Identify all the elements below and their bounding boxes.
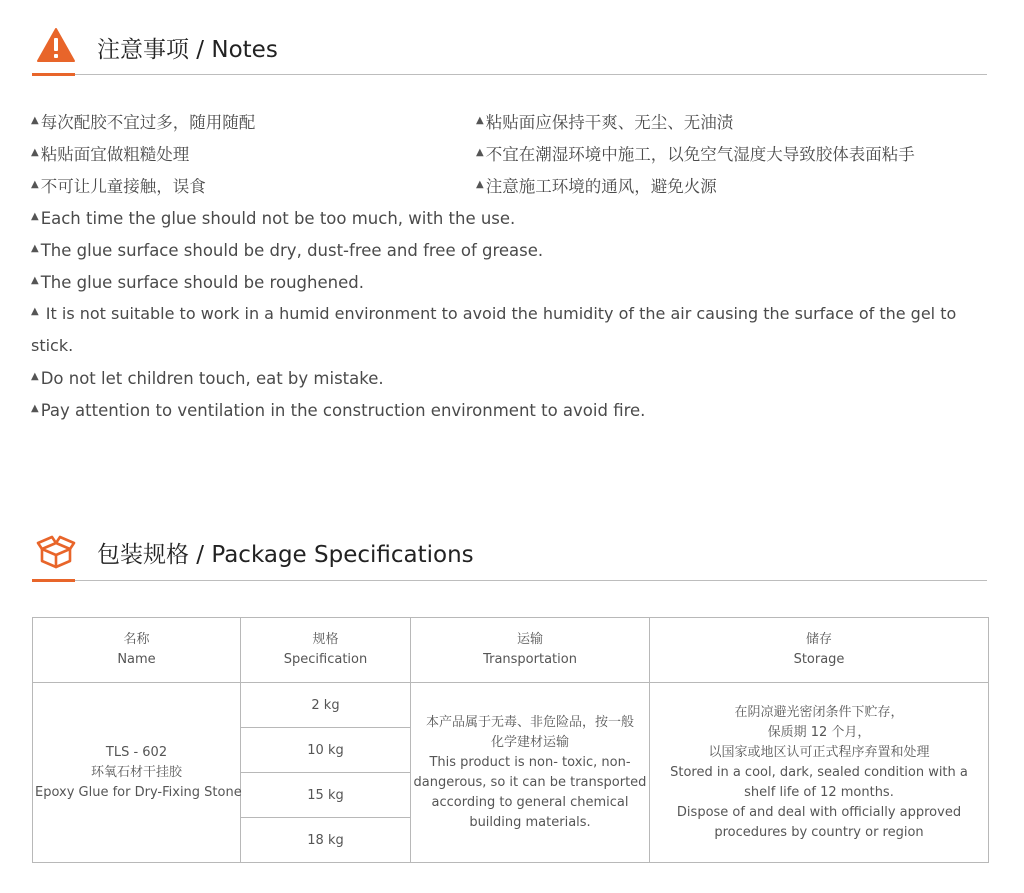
weight-cell: 10 kg — [241, 728, 411, 773]
table-row — [33, 683, 989, 728]
package-title: 包装规格 / Package Specifications — [97, 542, 474, 568]
divider — [32, 580, 987, 581]
accent-bar — [32, 73, 75, 76]
note-item: ▲ 不可让儿童接触，误食 — [31, 177, 206, 196]
triangle-bullet-icon: ▲ — [31, 179, 39, 190]
note-item: ▲ 粘贴面宜做粗糙处理 — [31, 145, 190, 164]
triangle-bullet-icon: ▲ — [476, 115, 484, 126]
transport-cell: 本产品属于无毒、非危险品，按一般 化学建材运输 This product is non- toxic, non- dangerous, so it can be transported according to general chemical building materials. — [411, 683, 650, 863]
divider — [32, 74, 987, 75]
note-item: ▲ 每次配胶不宜过多，随用随配 — [31, 113, 256, 132]
triangle-bullet-icon: ▲ — [31, 403, 39, 414]
triangle-bullet-icon: ▲ — [31, 243, 39, 254]
column-header-storage: 储存 Storage — [650, 618, 989, 683]
weight-cell: 18 kg — [241, 818, 411, 863]
note-item: ▲ Each time the glue should not be too much, with the use. — [31, 209, 516, 228]
note-item: ▲ 注意施工环境的通风，避免火源 — [476, 177, 717, 196]
product-name-cell: TLS - 602 环氧石材干挂胶 Epoxy Glue for Dry-Fixing Stone — [33, 683, 241, 863]
package-spec-table — [32, 617, 989, 863]
package-box-icon — [36, 531, 76, 573]
notes-title: 注意事项 / Notes — [97, 37, 278, 63]
column-header-specification: 规格 Specification — [241, 618, 411, 683]
note-item: ▲ Do not let children touch, eat by mistake. — [31, 369, 384, 388]
weight-cell: 2 kg — [241, 683, 411, 728]
package-section-header — [32, 528, 987, 584]
note-item: ▲ The glue surface should be dry, dust-free and free of grease. — [31, 241, 544, 260]
triangle-bullet-icon: ▲ — [31, 306, 39, 317]
note-item: ▲ 不宜在潮湿环境中施工，以免空气湿度大导致胶体表面粘手 — [476, 145, 915, 164]
note-item: ▲ It is not suitable to work in a humid environment to avoid the humidity of the air causing the surface of the gel to stick. — [31, 304, 957, 355]
triangle-bullet-icon: ▲ — [31, 275, 39, 286]
accent-bar — [32, 579, 75, 582]
weight-cell: 15 kg — [241, 773, 411, 818]
notes-section-header — [32, 22, 987, 78]
triangle-bullet-icon: ▲ — [476, 179, 484, 190]
note-item: ▲ The glue surface should be roughened. — [31, 273, 364, 292]
triangle-bullet-icon: ▲ — [31, 147, 39, 158]
warning-icon — [36, 27, 76, 67]
triangle-bullet-icon: ▲ — [476, 147, 484, 158]
triangle-bullet-icon: ▲ — [31, 115, 39, 126]
column-header-transportation: 运输 Transportation — [411, 618, 650, 683]
column-header-name: 名称 Name — [33, 618, 241, 683]
note-item: ▲ Pay attention to ventilation in the construction environment to avoid fire. — [31, 401, 646, 420]
storage-cell: 在阴凉避光密闭条件下贮存， 保质期 12 个月， 以国家或地区认可正式程序弃置和处理 Stored in a cool, dark, sealed condition with a shelf life of 12 months. Dispose of and deal with officially approved procedures by country or region — [650, 683, 989, 863]
triangle-bullet-icon: ▲ — [31, 211, 39, 222]
note-item: ▲ 粘贴面应保持干爽、无尘、无油渍 — [476, 113, 734, 132]
triangle-bullet-icon: ▲ — [31, 371, 39, 382]
table-header-row — [33, 618, 989, 683]
